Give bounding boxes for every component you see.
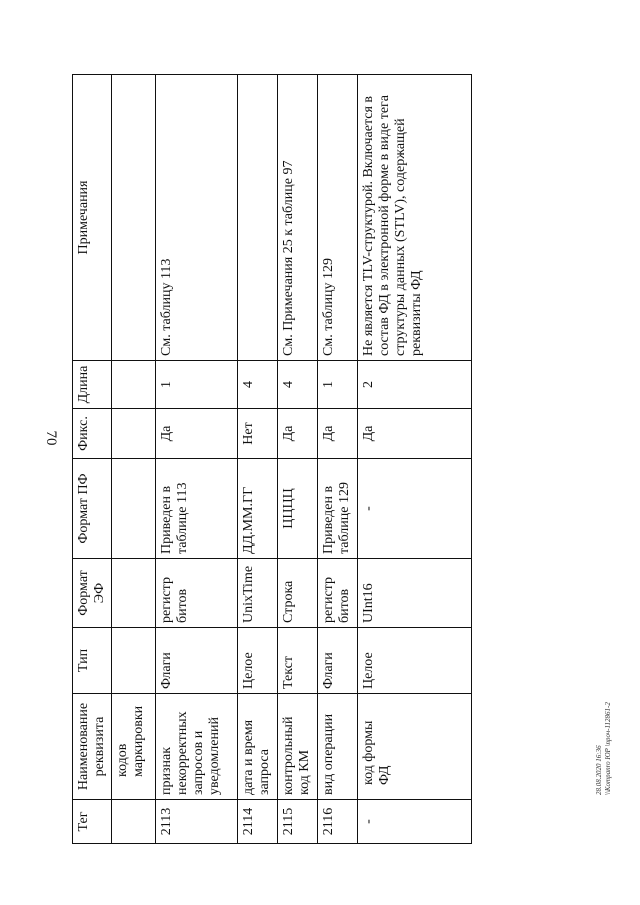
header-format-pf: Формат ПФ bbox=[73, 459, 112, 559]
requisites-table bbox=[72, 74, 472, 844]
cell-format-pf: Приведен в таблице 113 bbox=[156, 459, 238, 559]
cell-format-ef: UInt16 bbox=[358, 559, 472, 628]
cell-note: См. таблицу 129 bbox=[318, 75, 358, 361]
table-row bbox=[156, 75, 238, 844]
rotated-table-container bbox=[72, 74, 472, 844]
cell-format-ef: регистр битов bbox=[156, 559, 238, 628]
header-type: Тип bbox=[73, 628, 112, 694]
cell-format-ef: Строка bbox=[278, 559, 318, 628]
cell-tag bbox=[112, 800, 156, 844]
cell-type bbox=[112, 628, 156, 694]
cell-note: См. Примечания 25 к таблице 97 bbox=[278, 75, 318, 361]
cell-fixed: Да bbox=[318, 409, 358, 459]
print-stamp-date: 28.08.2020 16:36 bbox=[595, 745, 603, 795]
cell-tag: 2113 bbox=[156, 800, 238, 844]
cell-fixed: Нет bbox=[238, 409, 278, 459]
table-row bbox=[112, 75, 156, 844]
cell-type: Флаги bbox=[318, 628, 358, 694]
cell-format-ef: регистр битов bbox=[318, 559, 358, 628]
cell-fixed: Да bbox=[358, 409, 472, 459]
cell-name: признак некорректных запросов и уведомлений bbox=[156, 694, 238, 800]
cell-length: 1 bbox=[318, 361, 358, 409]
cell-fixed bbox=[112, 409, 156, 459]
cell-format-pf bbox=[112, 459, 156, 559]
cell-tag: 2114 bbox=[238, 800, 278, 844]
header-tag: Тег bbox=[73, 800, 112, 844]
cell-name: контрольный код КМ bbox=[278, 694, 318, 800]
cell-format-pf: - bbox=[358, 459, 472, 559]
header-note: Примечания bbox=[73, 75, 112, 361]
cell-note bbox=[238, 75, 278, 361]
page-number: 70 bbox=[43, 430, 59, 446]
cell-name: код формы ФД bbox=[358, 694, 472, 800]
cell-name: кодов маркировки bbox=[112, 694, 156, 800]
print-stamp-path: \\Kompanro ЮР \проч-112861-2 bbox=[604, 702, 612, 795]
header-format-ef: Формат ЭФ bbox=[73, 559, 112, 628]
cell-format-pf: ДД.ММ.ГГ bbox=[238, 459, 278, 559]
cell-format-pf: Приведен в таблице 129 bbox=[318, 459, 358, 559]
print-stamp bbox=[595, 702, 613, 795]
cell-length: 1 bbox=[156, 361, 238, 409]
table-row bbox=[358, 75, 472, 844]
cell-length: 4 bbox=[278, 361, 318, 409]
cell-format-ef bbox=[112, 559, 156, 628]
header-name: Наименование реквизита bbox=[73, 694, 112, 800]
header-length: Длина bbox=[73, 361, 112, 409]
cell-fixed: Да bbox=[156, 409, 238, 459]
cell-note: См. таблицу 113 bbox=[156, 75, 238, 361]
cell-note: Не является TLV-структурой. Включается в состав ФД в электронной форме в виде тега структуры данных (STLV), содержащей реквизиты ФД bbox=[358, 75, 472, 361]
cell-type: Целое bbox=[358, 628, 472, 694]
cell-length: 2 bbox=[358, 361, 472, 409]
table-row bbox=[318, 75, 358, 844]
cell-name: вид операции bbox=[318, 694, 358, 800]
cell-type: Флаги bbox=[156, 628, 238, 694]
cell-tag: 2115 bbox=[278, 800, 318, 844]
cell-tag: 2116 bbox=[318, 800, 358, 844]
cell-note bbox=[112, 75, 156, 361]
cell-format-pf: ЦЦЦЦ bbox=[278, 459, 318, 559]
cell-length: 4 bbox=[238, 361, 278, 409]
cell-tag: - bbox=[358, 800, 472, 844]
table-header-row bbox=[73, 75, 112, 844]
table-row bbox=[238, 75, 278, 844]
cell-type: Текст bbox=[278, 628, 318, 694]
cell-length bbox=[112, 361, 156, 409]
header-fixed: Фикс. bbox=[73, 409, 112, 459]
cell-format-ef: UnixTime bbox=[238, 559, 278, 628]
cell-type: Целое bbox=[238, 628, 278, 694]
cell-name: дата и время запроса bbox=[238, 694, 278, 800]
table-row bbox=[278, 75, 318, 844]
cell-fixed: Да bbox=[278, 409, 318, 459]
